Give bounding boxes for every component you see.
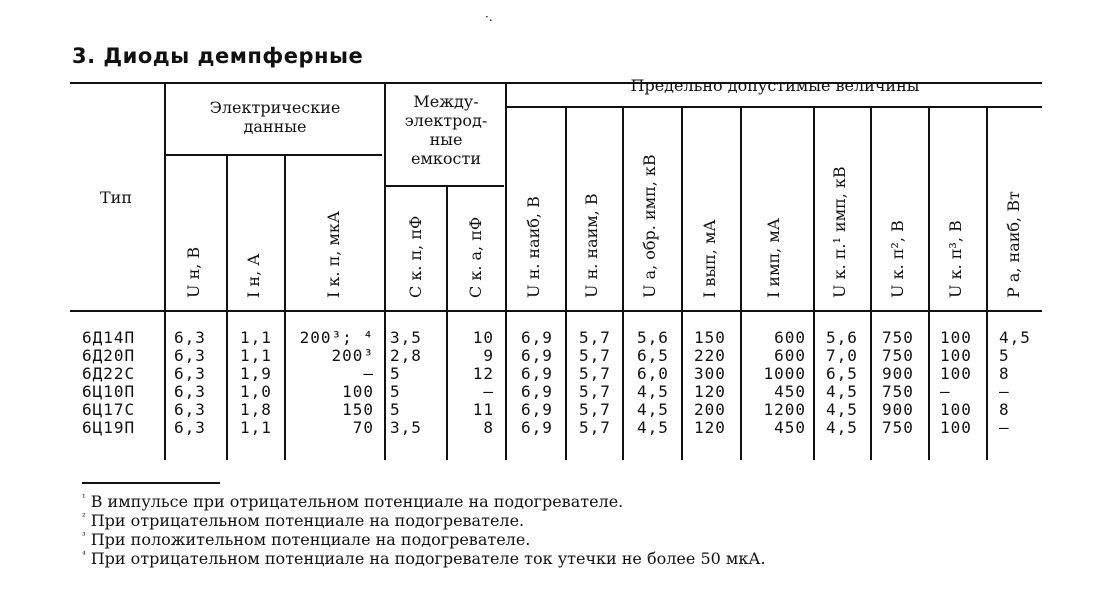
table-cell: 5,7 [579, 382, 611, 401]
table-cell: 100 [940, 364, 972, 383]
table-cell: — [999, 382, 1010, 401]
footnote-2 [82, 511, 524, 530]
table-cell: 6,3 [174, 400, 206, 419]
header-interelectrode-capacitance: Между- электрод- ные емкости [404, 92, 488, 168]
col-divider-ukp3-pa [986, 108, 988, 460]
table-cell: 4,5 [826, 382, 858, 401]
table-cell: 900 [882, 400, 914, 419]
table-cell: 1000 [763, 364, 806, 383]
col-divider-iimp-ukp1 [813, 108, 815, 460]
col-header-c-cathode-anode: C к. а, пФ [466, 216, 485, 298]
table-cell: 1,1 [240, 418, 272, 437]
type-col-divider [164, 84, 166, 460]
table-cell: 200³ [331, 346, 374, 365]
table-cell: 600 [774, 328, 806, 347]
table-cell: — [483, 382, 494, 401]
col-divider-uaobr-ivyp [681, 108, 683, 460]
table-cell: 900 [882, 364, 914, 383]
col-header-i-pulse: I имп, мА [764, 218, 783, 298]
col-header-i-heater: I н, А [244, 253, 263, 298]
table-cell: 70 [352, 418, 374, 437]
table-cell: 6,3 [174, 418, 206, 437]
table-cell: 11 [472, 400, 494, 419]
footnote-text: При отрицательном потенциале на подогревателе ток утечки не более 50 мкА. [90, 549, 766, 568]
column-i-heater [240, 329, 284, 437]
table-cell: 100 [342, 382, 374, 401]
column-u-heater-min [579, 329, 621, 437]
footnote-text: В импульсе при отрицательном потенциале на подогревателе. [90, 492, 624, 511]
col-header-u-heater-max: U н. наиб, В [524, 196, 543, 298]
table-cell: 1,9 [240, 364, 272, 383]
table-cell: 6,9 [521, 346, 553, 365]
col-divider-unmin-uaobr [622, 108, 624, 460]
col-divider-unmax-unmin [565, 108, 567, 460]
table-cell: 6,9 [521, 418, 553, 437]
limits-sub-rule [505, 106, 1042, 108]
table-cell: 6Ц19П [82, 418, 136, 437]
footnote-4 [82, 549, 766, 568]
column-i-rectified [694, 329, 740, 437]
table-cell: 5 [390, 364, 401, 383]
table-cell: — [363, 364, 374, 383]
table-cell: 6,9 [521, 328, 553, 347]
table-cell: 100 [940, 346, 972, 365]
table-cell: 2,8 [390, 346, 422, 365]
table-cell: 8 [999, 364, 1010, 383]
table-cell: 1,1 [240, 346, 272, 365]
col-divider-in-ikp [284, 156, 286, 460]
table-cell: 4,5 [637, 382, 669, 401]
section-title: 3. Диоды демпферные [72, 44, 364, 68]
table-cell: 6,5 [637, 346, 669, 365]
table-cell: 100 [940, 418, 972, 437]
table-cell: 3,5 [390, 418, 422, 437]
column-u-heater-max [521, 329, 565, 437]
table-cell: 6Д14П [82, 328, 136, 347]
table-cell: 200 [694, 400, 726, 419]
column-u-cathode-heater-2 [882, 329, 928, 437]
table-cell: 6,0 [637, 364, 669, 383]
table-cell: 5,7 [579, 400, 611, 419]
electrical-group-divider [384, 84, 386, 460]
column-type [82, 329, 162, 437]
column-p-anode-max [999, 329, 1043, 437]
header-max-allowed: Предельно допустимые величины [630, 76, 920, 95]
table-cell: 1,1 [240, 328, 272, 347]
table-cell: 6,5 [826, 364, 858, 383]
table-cell: 6,3 [174, 346, 206, 365]
table-cell: 5,7 [579, 346, 611, 365]
col-divider-ukp1-ukp2 [870, 108, 872, 460]
table-cell: 6Д20П [82, 346, 136, 365]
table-cell: 1,8 [240, 400, 272, 419]
table-cell: 4,5 [999, 328, 1031, 347]
scan-specks: ·. [485, 10, 493, 24]
electrical-sub-rule [166, 154, 382, 156]
col-header-u-heater: U н, В [184, 246, 203, 298]
interelectrode-group-divider [505, 84, 507, 460]
table-cell: — [940, 382, 951, 401]
table-cell: — [999, 418, 1010, 437]
table-cell: 6,3 [174, 328, 206, 347]
table-cell: 6,9 [521, 364, 553, 383]
col-header-u-cathode-heater-3: U к. п³, В [946, 220, 965, 298]
column-c-cathode-anode [448, 329, 494, 437]
footnote-1 [82, 492, 623, 511]
table-cell: 9 [483, 346, 494, 365]
col-divider-un-in [226, 156, 228, 460]
table-cell: 100 [940, 328, 972, 347]
table-cell: 100 [940, 400, 972, 419]
table-cell: 4,5 [826, 418, 858, 437]
footnote-mark: ² [82, 512, 86, 523]
column-c-cathode-heater [390, 329, 444, 437]
table-cell: 600 [774, 346, 806, 365]
column-u-heater [174, 329, 224, 437]
table-cell: 3,5 [390, 328, 422, 347]
col-header-u-heater-min: U н. наим, В [582, 193, 601, 298]
col-header-i-rectified: I вып, мА [700, 219, 719, 298]
footnote-mark: ⁴ [82, 550, 86, 561]
col-header-i-leak: I к. п, мкА [324, 211, 343, 298]
footnote-text: При положительном потенциале на подогревателе. [90, 530, 531, 549]
col-header-u-cathode-heater-2: U к. п², В [888, 220, 907, 298]
table-cell: 6,3 [174, 382, 206, 401]
column-u-cathode-heater-3 [940, 329, 986, 437]
table-cell: 5,7 [579, 418, 611, 437]
column-u-anode-reverse [637, 329, 681, 437]
table-cell: 5,6 [826, 328, 858, 347]
table-cell: 220 [694, 346, 726, 365]
table-cell: 750 [882, 346, 914, 365]
table-cell: 120 [694, 418, 726, 437]
table-cell: 750 [882, 328, 914, 347]
footnote-text: При отрицательном потенциале на подогревателе. [90, 511, 525, 530]
footnote-3 [82, 530, 530, 549]
table-cell: 6Ц10П [82, 382, 136, 401]
table-cell: 750 [882, 382, 914, 401]
col-header-u-anode-reverse: U а, обр. имп, кВ [640, 154, 659, 298]
table-cell: 5,7 [579, 328, 611, 347]
table-cell: 150 [694, 328, 726, 347]
col-divider-ukp2-ukp3 [928, 108, 930, 460]
table-cell: 450 [774, 382, 806, 401]
table-cell: 5 [390, 400, 401, 419]
table-cell: 6Д22С [82, 364, 136, 383]
table-cell: 1,0 [240, 382, 272, 401]
table-cell: 750 [882, 418, 914, 437]
column-u-cathode-heater-1 [826, 329, 870, 437]
table-cell: 120 [694, 382, 726, 401]
table-cell: 450 [774, 418, 806, 437]
col-header-u-cathode-heater-1: U к. п.¹ имп, кВ [830, 166, 849, 298]
footnote-mark: ¹ [82, 493, 86, 504]
table-cell: 6,3 [174, 364, 206, 383]
table-cell: 5 [999, 346, 1010, 365]
table-cell: 300 [694, 364, 726, 383]
table-cell: 10 [472, 328, 494, 347]
table-cell: 1200 [763, 400, 806, 419]
table-cell: 5,6 [637, 328, 669, 347]
table-cell: 12 [472, 364, 494, 383]
table-cell: 5,7 [579, 364, 611, 383]
table-cell: 6Ц17С [82, 400, 136, 419]
table-cell: 5 [390, 382, 401, 401]
footnote-mark: ³ [82, 531, 86, 542]
header-type: Тип [100, 188, 132, 207]
column-i-leak [288, 329, 374, 437]
table-cell: 8 [999, 400, 1010, 419]
table-cell: 4,5 [637, 418, 669, 437]
table-cell: 200³; ⁴ [299, 328, 374, 347]
col-divider-ivyp-iimp [740, 108, 742, 460]
table-cell: 7,0 [826, 346, 858, 365]
col-header-p-anode-max: P а, наиб, Вт [1004, 191, 1023, 298]
header-bottom-rule [70, 310, 1042, 312]
table-cell: 150 [342, 400, 374, 419]
footnote-rule [82, 482, 220, 484]
table-cell: 4,5 [826, 400, 858, 419]
table-cell: 8 [483, 418, 494, 437]
table-cell: 6,9 [521, 382, 553, 401]
header-electrical-data: Электрические данные [209, 98, 341, 136]
table-cell: 4,5 [637, 400, 669, 419]
table-cell: 6,9 [521, 400, 553, 419]
interelectrode-sub-rule [386, 185, 504, 187]
col-header-c-cathode-heater: C к. п, пФ [406, 215, 425, 298]
column-i-pulse [744, 329, 806, 437]
